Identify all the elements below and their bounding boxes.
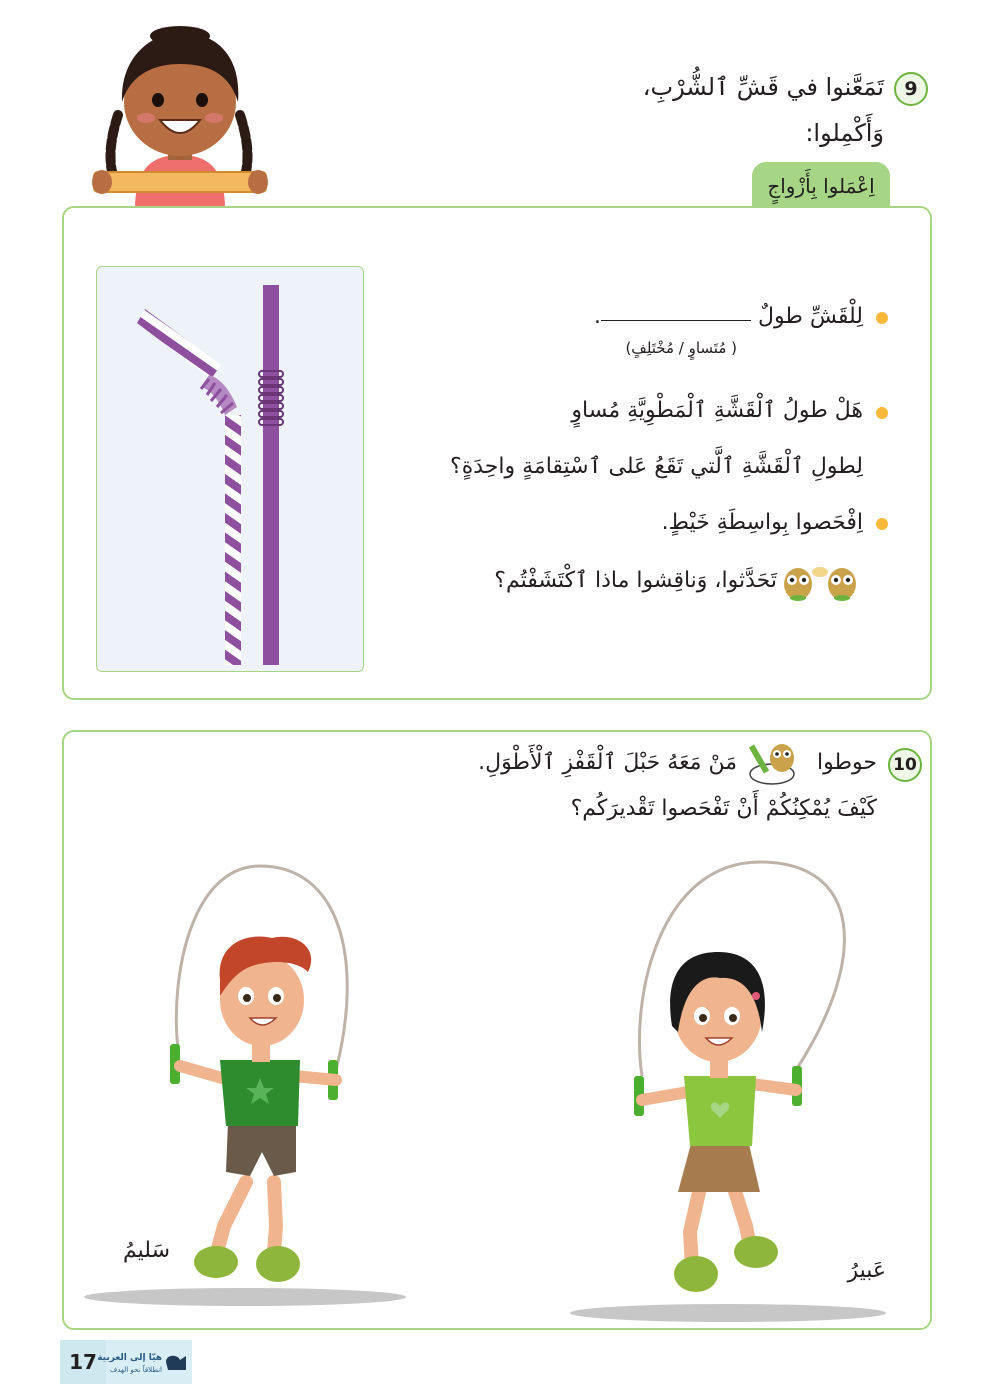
bullet-1	[876, 312, 888, 324]
bullet-2	[876, 407, 888, 419]
item-3-text: لِطولِ ٱلْقَشَّةِ ٱلَّتي تَقَعُ عَلى ٱسْتِقامَةٍ واحِدَةٍ؟	[450, 454, 863, 479]
question-9-title-line2: وَأَكْمِلوا:	[805, 119, 884, 147]
girl-ground-shadow	[570, 1304, 886, 1322]
girl-name-label: عَبيرُ	[847, 1258, 886, 1283]
brand-line1: هيّا إلى العربية	[97, 1353, 162, 1363]
item-1-answer-blank[interactable]	[601, 319, 751, 321]
question-10-line1-end: مَنْ مَعَهُ حَبْلَ ٱلْقَفْزِ ٱلْأَطْوَلِ.	[478, 750, 737, 775]
boy-name-label: سَليمُ	[123, 1238, 170, 1263]
page-number: 17	[60, 1340, 106, 1384]
item-2-text: هَلْ طولُ ٱلْقَشَّةِ ٱلْمَطْوِيَّةِ مُساوٍ	[571, 398, 863, 423]
question-number-9: 9	[894, 72, 928, 106]
brand-mark-icon	[164, 1352, 188, 1374]
question-9-title-line1: تَمَعَّنوا في قَشِّ ٱلشُّرْبِ،	[642, 73, 884, 101]
girl-holding-sign-illustration	[80, 20, 280, 210]
girl-jumping-rope-illustration[interactable]	[620, 856, 880, 1306]
work-in-pairs-tab: اِعْمَلوا بِأَزْواجٍ	[752, 162, 890, 208]
straws-illustration	[97, 267, 363, 671]
bullet-3	[876, 518, 888, 530]
discuss-text: تَحَدَّثوا، وَناقِشوا ماذا ٱكْتَشَفْتُم؟	[494, 568, 777, 593]
item-1-line	[594, 302, 863, 332]
talking-owls-icon	[780, 560, 860, 602]
question-number-10: 10	[888, 748, 922, 782]
item-1-text: لِلْقَشِّ طولٌ	[757, 304, 863, 329]
brand-line2: انطلاقاً نحو الهدف	[109, 1366, 162, 1374]
item-4-text: اِفْحَصوا بِواسِطَةِ خَيْطٍ.	[661, 510, 863, 535]
straws-panel	[96, 266, 364, 672]
question-10-line2: كَيْفَ يُمْكِنُكُمْ أَنْ تَفْحَصوا تَقْديرَكُم؟	[570, 796, 877, 821]
owl-pencil-circle-icon	[742, 738, 800, 788]
boy-jumping-rope-illustration[interactable]	[150, 860, 370, 1290]
question-10-line1-start: حوطوا	[817, 750, 877, 775]
item-1-end: .	[593, 304, 601, 329]
brand-logo	[97, 1348, 188, 1378]
boy-ground-shadow	[84, 1288, 406, 1306]
item-1-hint: ( مُتَساوٍ / مُخْتَلِفٍ)	[625, 339, 737, 357]
